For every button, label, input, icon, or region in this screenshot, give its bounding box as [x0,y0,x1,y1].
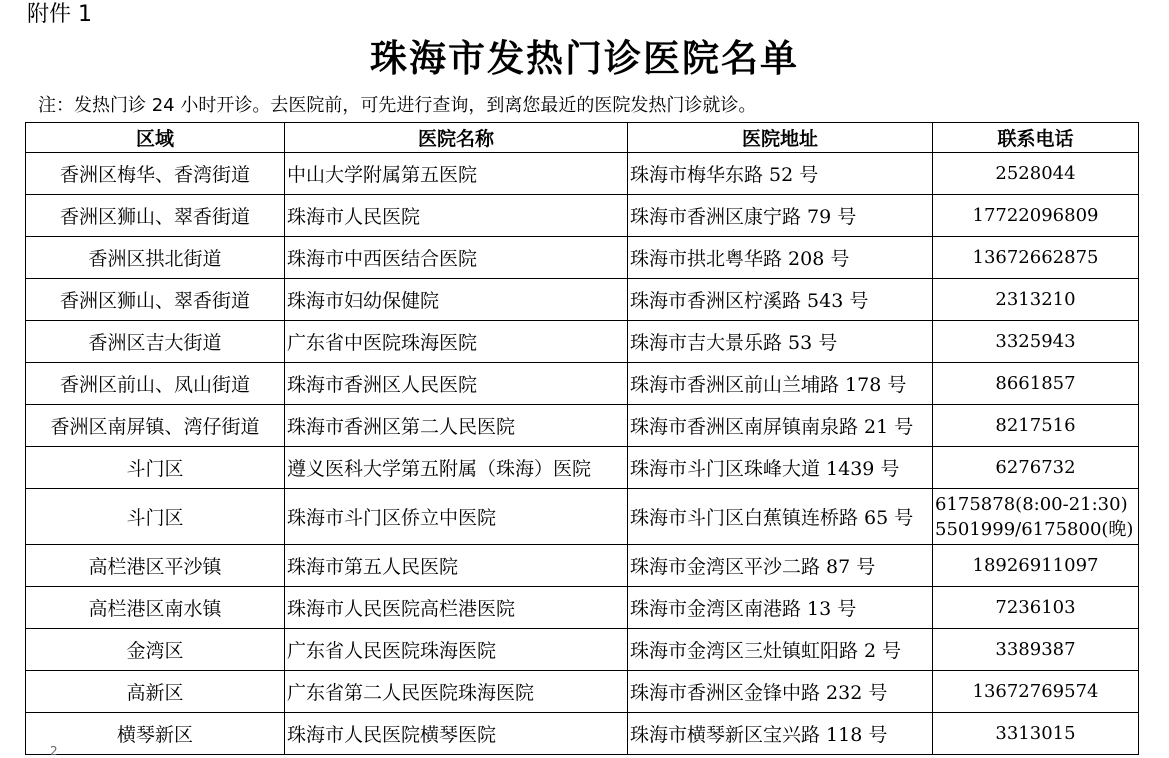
page-number: 2 [50,744,58,758]
table-row [26,363,1139,405]
cell-hospital-name: 广东省人民医院珠海医院 [285,629,628,671]
table-row [26,671,1139,713]
cell-area: 高栏港区平沙镇 [26,545,285,587]
cell-phone: 3325943 [933,321,1139,363]
cell-address: 珠海市拱北粤华路 208 号 [628,237,933,279]
cell-hospital-name: 珠海市人民医院横琴医院 [285,713,628,755]
cell-address: 珠海市金湾区三灶镇虹阳路 2 号 [628,629,933,671]
header-address: 医院地址 [628,123,933,153]
notice-text: 注：发热门诊 24 小时开诊。去医院前，可先进行查询，到离您最近的医院发热门诊就诊。 [38,95,757,116]
cell-hospital-name: 珠海市斗门区侨立中医院 [285,489,628,545]
table-row [26,195,1139,237]
cell-phone: 8217516 [933,405,1139,447]
table-header-row [26,123,1139,153]
cell-address: 珠海市香洲区前山兰埔路 178 号 [628,363,933,405]
cell-hospital-name: 珠海市香洲区人民医院 [285,363,628,405]
cell-area: 香洲区南屏镇、湾仔街道 [26,405,285,447]
cell-address: 珠海市香洲区南屏镇南泉路 21 号 [628,405,933,447]
cell-address: 珠海市香洲区金锋中路 232 号 [628,671,933,713]
cell-phone: 2313210 [933,279,1139,321]
cell-phone: 3389387 [933,629,1139,671]
table-row [26,545,1139,587]
table-row [26,279,1139,321]
cell-area: 香洲区狮山、翠香街道 [26,195,285,237]
cell-phone [933,489,1139,545]
cell-hospital-name: 广东省中医院珠海医院 [285,321,628,363]
cell-hospital-name: 遵义医科大学第五附属（珠海）医院 [285,447,628,489]
cell-area: 高栏港区南水镇 [26,587,285,629]
cell-hospital-name: 珠海市中西医结合医院 [285,237,628,279]
cell-hospital-name: 珠海市妇幼保健院 [285,279,628,321]
cell-phone: 13672769574 [933,671,1139,713]
cell-phone: 3313015 [933,713,1139,755]
attachment-label: 附件 1 [27,2,92,27]
hospital-table [25,122,1139,755]
cell-hospital-name: 广东省第二人民医院珠海医院 [285,671,628,713]
table-row [26,153,1139,195]
cell-address: 珠海市金湾区平沙二路 87 号 [628,545,933,587]
cell-hospital-name: 珠海市第五人民医院 [285,545,628,587]
cell-area: 斗门区 [26,447,285,489]
cell-address: 珠海市横琴新区宝兴路 118 号 [628,713,933,755]
cell-address: 珠海市香洲区柠溪路 543 号 [628,279,933,321]
cell-area: 斗门区 [26,489,285,545]
cell-phone: 7236103 [933,587,1139,629]
cell-area: 香洲区拱北街道 [26,237,285,279]
cell-address: 珠海市斗门区白蕉镇连桥路 65 号 [628,489,933,545]
cell-hospital-name: 珠海市香洲区第二人民医院 [285,405,628,447]
header-area: 区域 [26,123,285,153]
cell-area: 高新区 [26,671,285,713]
phone-line-day: 6175878(8:00-21:30) [935,493,1128,515]
cell-address: 珠海市金湾区南港路 13 号 [628,587,933,629]
table-row [26,237,1139,279]
cell-hospital-name: 珠海市人民医院 [285,195,628,237]
cell-address: 珠海市吉大景乐路 53 号 [628,321,933,363]
phone-line-night: 5501999/6175800(晚) [935,518,1134,540]
cell-phone: 6276732 [933,447,1139,489]
cell-phone: 2528044 [933,153,1139,195]
table-row [26,587,1139,629]
cell-area: 香洲区梅华、香湾街道 [26,153,285,195]
cell-address: 珠海市香洲区康宁路 79 号 [628,195,933,237]
cell-address: 珠海市斗门区珠峰大道 1439 号 [628,447,933,489]
cell-phone: 17722096809 [933,195,1139,237]
cell-phone: 8661857 [933,363,1139,405]
cell-area: 横琴新区 [26,713,285,755]
table-row [26,713,1139,755]
cell-area: 金湾区 [26,629,285,671]
cell-area: 香洲区吉大街道 [26,321,285,363]
table-row [26,447,1139,489]
cell-phone: 18926911097 [933,545,1139,587]
cell-area: 香洲区狮山、翠香街道 [26,279,285,321]
page-title: 珠海市发热门诊医院名单 [370,36,799,80]
cell-phone: 13672662875 [933,237,1139,279]
cell-area: 香洲区前山、凤山街道 [26,363,285,405]
header-hospital-name: 医院名称 [285,123,628,153]
table-row [26,629,1139,671]
header-phone: 联系电话 [933,123,1139,153]
cell-hospital-name: 中山大学附属第五医院 [285,153,628,195]
cell-address: 珠海市梅华东路 52 号 [628,153,933,195]
table-row [26,489,1139,545]
cell-hospital-name: 珠海市人民医院高栏港医院 [285,587,628,629]
table-row [26,321,1139,363]
table-row [26,405,1139,447]
